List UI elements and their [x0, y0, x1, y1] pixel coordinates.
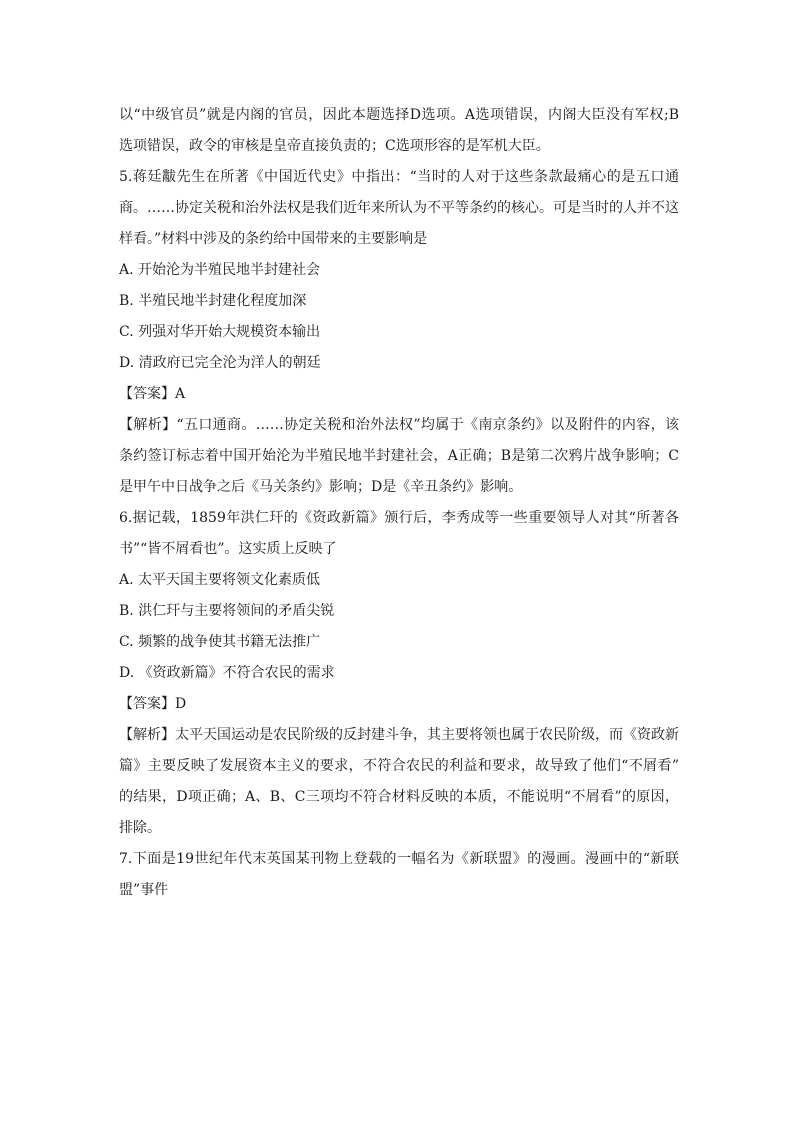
question-line: 6.据记载，1859年洪仁玕的《资政新篇》颁行后，李秀成等一些重要领导人对其“所著各: [119, 510, 679, 526]
answer-option: C. 频繁的战争使其书籍无法推广: [119, 634, 321, 650]
answer-option: B. 半殖民地半封建化程度加深: [119, 293, 307, 309]
analysis-line: 【解析】“五口通商。……协定关税和治外法权”均属于《南京条约》以及附件的内容，该: [119, 417, 679, 433]
analysis-line: 篇》主要反映了发展资本主义的要求，不符合农民的利益和要求，故导致了他们“不屑看”: [119, 758, 679, 774]
body-text-line: 选项错误，政令的审核是皇帝直接负责的；C选项形容的是军机大臣。: [119, 138, 550, 154]
question-line: 盟”事件: [119, 882, 169, 898]
question-line: 商。……协定关税和治外法权是我们近年来所认为不平等条约的核心。可是当时的人并不这: [119, 200, 679, 216]
analysis-line: 排除。: [119, 820, 161, 836]
analysis-line: 是甲午中日战争之后《马关条约》影响；D是《辛丑条约》影响。: [119, 479, 523, 495]
answer-option: B. 洪仁玕与主要将领间的矛盾尖锐: [119, 603, 335, 619]
answer-option: A. 开始沦为半殖民地半封建社会: [119, 262, 321, 278]
question-line: 5.蒋廷黻先生在所著《中国近代史》中指出：“当时的人对于这些条款最痛心的是五口通: [119, 169, 679, 185]
question-line: 7.下面是19世纪年代末英国某刊物上登载的一幅名为《新联盟》的漫画。漫画中的“新联: [119, 851, 679, 867]
analysis-line: 条约签订标志着中国开始沦为半殖民地半封建社会，A正确；B是第二次鸦片战争影响；C: [119, 448, 679, 464]
question-line: 书”“皆不屑看也”。这实质上反映了: [119, 541, 337, 557]
answer-option: D. 《资政新篇》不符合农民的需求: [119, 665, 335, 681]
body-text-line: 以“中级官员”就是内阁的官员，因此本题选择D选项。A选项错误，内阁大臣没有军权;B: [119, 107, 679, 123]
question-line: 样看。”材料中涉及的条约给中国带来的主要影响是: [119, 231, 428, 247]
answer-key: 【答案】A: [119, 386, 186, 402]
analysis-line: 【解析】太平天国运动是农民阶级的反封建斗争，其主要将领也属于农民阶级，而《资政新: [119, 727, 679, 743]
document-body: [119, 100, 679, 906]
answer-option: A. 太平天国主要将领文化素质低: [119, 572, 321, 588]
analysis-line: 的结果，D项正确；A、B、C三项均不符合材料反映的本质，不能说明“不屑看”的原因，: [119, 789, 679, 805]
answer-option: C. 列强对华开始大规模资本输出: [119, 324, 321, 340]
answer-option: D. 清政府已完全沦为洋人的朝廷: [119, 355, 321, 371]
answer-key: 【答案】D: [119, 696, 187, 712]
